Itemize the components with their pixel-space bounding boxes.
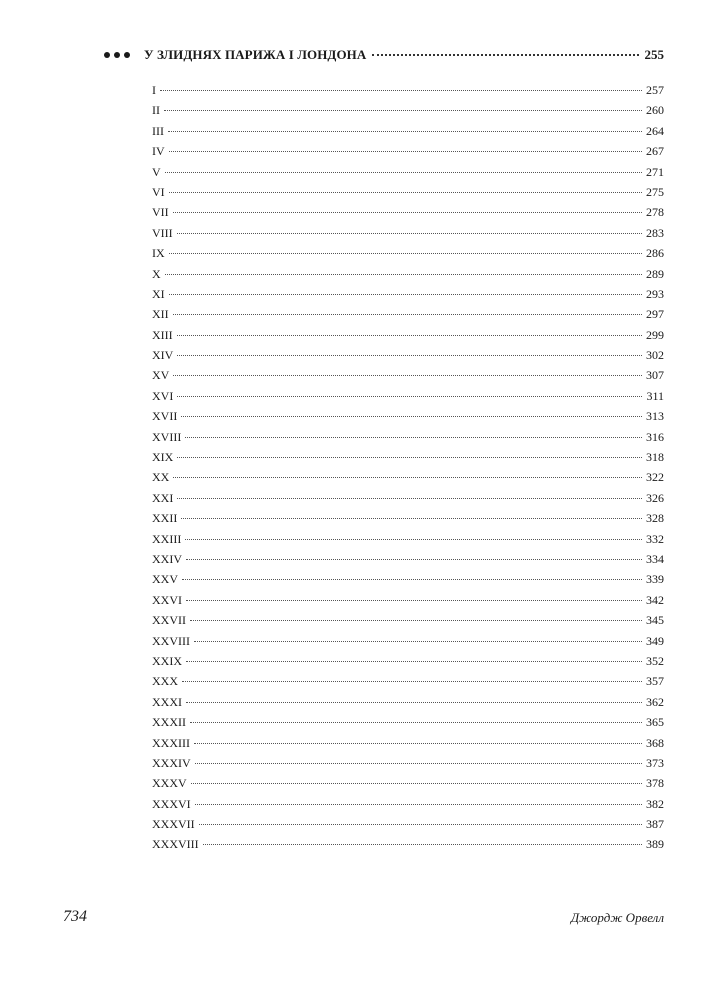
dot-leader bbox=[186, 559, 642, 560]
chapter-label: XIII bbox=[152, 327, 173, 342]
toc-entry[interactable] bbox=[152, 304, 664, 324]
chapter-label: VIII bbox=[152, 225, 173, 240]
dot-leader bbox=[165, 172, 642, 173]
chapter-label: XXXVIII bbox=[152, 837, 199, 852]
dot-leader bbox=[169, 151, 642, 152]
dot-leader bbox=[177, 335, 642, 336]
chapter-page-number: 299 bbox=[646, 327, 664, 342]
toc-entry[interactable] bbox=[152, 814, 664, 834]
toc-entry[interactable] bbox=[152, 121, 664, 141]
dot-leader bbox=[185, 539, 642, 540]
toc-entry[interactable] bbox=[152, 590, 664, 610]
chapter-page-number: 318 bbox=[646, 450, 664, 465]
chapter-label: X bbox=[152, 266, 161, 281]
toc-entry[interactable] bbox=[152, 467, 664, 487]
toc-entry[interactable] bbox=[152, 733, 664, 753]
section-page-number: 255 bbox=[644, 47, 664, 62]
dot-leader bbox=[177, 396, 642, 397]
dot-leader bbox=[177, 233, 642, 234]
toc-entry[interactable] bbox=[152, 141, 664, 161]
dot-leader bbox=[173, 212, 642, 213]
toc-entry[interactable] bbox=[152, 325, 664, 345]
section-heading[interactable] bbox=[104, 45, 664, 65]
toc-entry[interactable] bbox=[152, 488, 664, 508]
dot-leader bbox=[169, 294, 642, 295]
chapter-label: IX bbox=[152, 246, 165, 261]
chapter-page-number: 313 bbox=[646, 409, 664, 424]
dot-leader bbox=[173, 314, 642, 315]
chapter-page-number: 357 bbox=[646, 674, 664, 689]
chapter-label: XXIII bbox=[152, 531, 182, 546]
toc-entry[interactable] bbox=[152, 406, 664, 426]
chapter-page-number: 387 bbox=[646, 817, 664, 832]
toc-entry[interactable] bbox=[152, 753, 664, 773]
dot-leader bbox=[194, 743, 642, 744]
chapter-page-number: 271 bbox=[646, 164, 664, 179]
toc-entry[interactable] bbox=[152, 345, 664, 365]
toc-entry[interactable] bbox=[152, 284, 664, 304]
chapter-label: XIX bbox=[152, 450, 174, 465]
toc-entry[interactable] bbox=[152, 692, 664, 712]
chapter-page-number: 293 bbox=[646, 286, 664, 301]
toc-entry[interactable] bbox=[152, 508, 664, 528]
dot-leader bbox=[195, 763, 642, 764]
dot-leader bbox=[191, 783, 642, 784]
toc-entry[interactable] bbox=[152, 549, 664, 569]
toc-entry[interactable] bbox=[152, 712, 664, 732]
chapter-page-number: 326 bbox=[646, 490, 664, 505]
dot-leader bbox=[177, 457, 642, 458]
chapter-label: XX bbox=[152, 470, 170, 485]
chapter-page-number: 334 bbox=[646, 551, 664, 566]
chapter-page-number: 286 bbox=[646, 246, 664, 261]
dot-leader bbox=[199, 824, 642, 825]
chapter-label: IV bbox=[152, 144, 165, 159]
chapter-page-number: 373 bbox=[646, 755, 664, 770]
chapter-page-number: 362 bbox=[646, 694, 664, 709]
toc-entry[interactable] bbox=[152, 631, 664, 651]
chapter-label: XXVII bbox=[152, 613, 186, 628]
dot-leader bbox=[186, 600, 642, 601]
dot-leader bbox=[190, 620, 642, 621]
toc-entry[interactable] bbox=[152, 610, 664, 630]
chapter-page-number: 382 bbox=[646, 796, 664, 811]
chapter-page-number: 307 bbox=[646, 368, 664, 383]
dot-leader bbox=[177, 355, 642, 356]
dot-leader bbox=[195, 804, 642, 805]
toc-entry[interactable] bbox=[152, 529, 664, 549]
dot-leader bbox=[173, 477, 642, 478]
chapter-label: V bbox=[152, 164, 161, 179]
dot-leader bbox=[203, 844, 642, 845]
toc-entry[interactable] bbox=[152, 223, 664, 243]
dot-leader bbox=[169, 192, 642, 193]
toc-entry[interactable] bbox=[152, 651, 664, 671]
chapter-page-number: 389 bbox=[646, 837, 664, 852]
dot-leader bbox=[177, 498, 642, 499]
chapter-page-number: 345 bbox=[646, 613, 664, 628]
dot-leader bbox=[164, 110, 642, 111]
dot-leader bbox=[181, 518, 642, 519]
chapter-page-number: 339 bbox=[646, 572, 664, 587]
chapter-page-number: 352 bbox=[646, 653, 664, 668]
toc-entry[interactable] bbox=[152, 243, 664, 263]
running-footer-author: Джордж Орвелл bbox=[570, 910, 664, 925]
dot-leader bbox=[182, 681, 642, 682]
dot-leader bbox=[182, 579, 642, 580]
chapter-label: XI bbox=[152, 286, 165, 301]
toc-entry[interactable] bbox=[152, 427, 664, 447]
toc-entry[interactable] bbox=[152, 80, 664, 100]
chapter-page-number: 349 bbox=[646, 633, 664, 648]
bullet-icon bbox=[124, 52, 130, 58]
chapter-label: XXII bbox=[152, 511, 178, 526]
toc-entry[interactable] bbox=[152, 794, 664, 814]
chapter-page-number: 322 bbox=[646, 470, 664, 485]
dot-leader bbox=[169, 253, 642, 254]
toc-entry[interactable] bbox=[152, 569, 664, 589]
chapter-page-number: 311 bbox=[646, 388, 664, 403]
chapter-label: XVII bbox=[152, 409, 178, 424]
chapter-page-number: 297 bbox=[646, 307, 664, 322]
chapter-page-number: 342 bbox=[646, 592, 664, 607]
chapter-label: XXXVI bbox=[152, 796, 191, 811]
toc-entry[interactable] bbox=[152, 162, 664, 182]
chapter-label: XVIII bbox=[152, 429, 182, 444]
page-number: 734 bbox=[63, 908, 87, 925]
chapter-label: XXXIII bbox=[152, 735, 190, 750]
chapter-label: XXIX bbox=[152, 653, 182, 668]
toc-entry[interactable] bbox=[152, 264, 664, 284]
chapter-label: XII bbox=[152, 307, 169, 322]
chapter-label: XXXII bbox=[152, 715, 186, 730]
toc-entry[interactable] bbox=[152, 100, 664, 120]
chapter-label: XXVI bbox=[152, 592, 182, 607]
dot-leader bbox=[173, 375, 642, 376]
dot-leader bbox=[194, 641, 642, 642]
section-title: У ЗЛИДНЯХ ПАРИЖА І ЛОНДОНА bbox=[144, 47, 367, 62]
dot-leader bbox=[186, 702, 642, 703]
bullet-icons bbox=[104, 52, 130, 58]
chapter-page-number: 328 bbox=[646, 511, 664, 526]
chapter-page-number: 378 bbox=[646, 776, 664, 791]
dot-leader bbox=[165, 274, 642, 275]
chapter-label: XXXVII bbox=[152, 817, 195, 832]
chapter-page-number: 332 bbox=[646, 531, 664, 546]
chapter-label: XXXI bbox=[152, 694, 182, 709]
dot-leader bbox=[372, 54, 638, 56]
chapter-label: XV bbox=[152, 368, 170, 383]
chapter-label: XXIV bbox=[152, 551, 182, 566]
dot-leader bbox=[181, 416, 642, 417]
toc-entry[interactable] bbox=[152, 447, 664, 467]
toc-entry[interactable] bbox=[152, 386, 664, 406]
dot-leader bbox=[160, 90, 642, 91]
chapter-page-number: 275 bbox=[646, 184, 664, 199]
chapter-label: I bbox=[152, 83, 156, 97]
chapter-label: II bbox=[152, 103, 160, 118]
dot-leader bbox=[185, 437, 642, 438]
chapter-page-number: 283 bbox=[646, 225, 664, 240]
chapter-page-number: 365 bbox=[646, 715, 664, 730]
chapter-label: XXXIV bbox=[152, 755, 191, 770]
toc-entry[interactable] bbox=[152, 671, 664, 691]
toc-entry[interactable] bbox=[152, 834, 664, 854]
dot-leader bbox=[168, 131, 642, 132]
chapter-label: III bbox=[152, 123, 164, 138]
chapter-label: XXI bbox=[152, 490, 174, 505]
toc-entry[interactable] bbox=[152, 773, 664, 793]
dot-leader bbox=[186, 661, 642, 662]
chapter-page-number: 257 bbox=[646, 83, 664, 97]
chapter-label: XXXV bbox=[152, 776, 187, 791]
toc-entry[interactable] bbox=[152, 182, 664, 202]
toc-entry[interactable] bbox=[152, 365, 664, 385]
chapter-label: XVI bbox=[152, 388, 174, 403]
chapter-page-number: 278 bbox=[646, 205, 664, 220]
chapter-page-number: 302 bbox=[646, 348, 664, 363]
chapter-label: XXX bbox=[152, 674, 178, 689]
chapter-label: XXV bbox=[152, 572, 178, 587]
chapter-page-number: 368 bbox=[646, 735, 664, 750]
chapter-page-number: 267 bbox=[646, 144, 664, 159]
bullet-icon bbox=[104, 52, 110, 58]
chapter-page-number: 264 bbox=[646, 123, 664, 138]
bullet-icon bbox=[114, 52, 120, 58]
chapter-label: XXVIII bbox=[152, 633, 190, 648]
chapter-label: XIV bbox=[152, 348, 174, 363]
chapter-label: VI bbox=[152, 184, 165, 199]
chapter-page-number: 316 bbox=[646, 429, 664, 444]
chapter-page-number: 260 bbox=[646, 103, 664, 118]
chapter-page-number: 289 bbox=[646, 266, 664, 281]
chapter-label: VII bbox=[152, 205, 169, 220]
toc-list bbox=[152, 80, 664, 855]
dot-leader bbox=[190, 722, 642, 723]
toc-entry[interactable] bbox=[152, 202, 664, 222]
